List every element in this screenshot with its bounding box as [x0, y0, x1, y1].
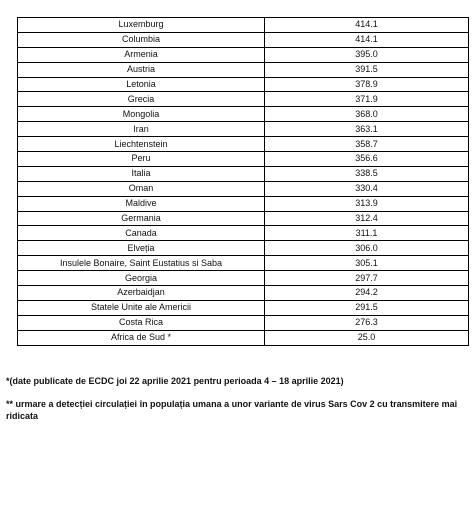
country-cell: Letonia	[18, 77, 265, 92]
country-cell: Elveția	[18, 241, 265, 256]
value-cell: 368.0	[265, 107, 469, 122]
value-cell: 291.5	[265, 300, 469, 315]
table-row	[18, 166, 469, 181]
value-cell: 25.0	[265, 330, 469, 345]
variants-footnote: ** urmare a detecției circulației în populația umana a unor variante de virus Sars Cov 2 cu transmitere mai ridicata	[6, 399, 458, 421]
table-row	[18, 77, 469, 92]
table-row	[18, 330, 469, 345]
table-row	[18, 256, 469, 271]
value-cell: 306.0	[265, 241, 469, 256]
country-cell: Canada	[18, 226, 265, 241]
table-row	[18, 286, 469, 301]
table-row	[18, 62, 469, 77]
table-body	[18, 18, 469, 346]
country-cell: Luxemburg	[18, 18, 265, 33]
value-cell: 276.3	[265, 315, 469, 330]
table-row	[18, 315, 469, 330]
table-row	[18, 122, 469, 137]
country-cell: Italia	[18, 166, 265, 181]
table-row	[18, 211, 469, 226]
table-row	[18, 137, 469, 152]
value-cell: 358.7	[265, 137, 469, 152]
country-cell: Azerbaidjan	[18, 286, 265, 301]
country-cell: Liechtenstein	[18, 137, 265, 152]
country-cell: Columbia	[18, 32, 265, 47]
value-cell: 305.1	[265, 256, 469, 271]
country-cell: Costa Rica	[18, 315, 265, 330]
value-cell: 312.4	[265, 211, 469, 226]
table-row	[18, 181, 469, 196]
table-row	[18, 226, 469, 241]
country-cell: Insulele Bonaire, Saint Eustatius si Saba	[18, 256, 265, 271]
value-cell: 371.9	[265, 92, 469, 107]
country-cell: Oman	[18, 181, 265, 196]
table-row	[18, 241, 469, 256]
value-cell: 338.5	[265, 166, 469, 181]
country-cell: Iran	[18, 122, 265, 137]
value-cell: 297.7	[265, 271, 469, 286]
country-cell: Grecia	[18, 92, 265, 107]
value-cell: 294.2	[265, 286, 469, 301]
value-cell: 414.1	[265, 32, 469, 47]
country-cell: Mongolia	[18, 107, 265, 122]
table-row	[18, 271, 469, 286]
value-cell: 311.1	[265, 226, 469, 241]
table-row	[18, 196, 469, 211]
country-cell: Georgia	[18, 271, 265, 286]
country-cell: Armenia	[18, 47, 265, 62]
value-cell: 395.0	[265, 47, 469, 62]
value-cell: 313.9	[265, 196, 469, 211]
value-cell: 378.9	[265, 77, 469, 92]
table-row	[18, 18, 469, 33]
country-cell: Peru	[18, 152, 265, 167]
table-row	[18, 300, 469, 315]
value-cell: 356.6	[265, 152, 469, 167]
table-row	[18, 32, 469, 47]
value-cell: 363.1	[265, 122, 469, 137]
footnotes	[6, 375, 470, 433]
country-cell: Maldive	[18, 196, 265, 211]
country-incidence-table	[17, 17, 469, 346]
table-row	[18, 47, 469, 62]
source-footnote: *(date publicate de ECDC joi 22 aprilie 2021 pentru perioada 4 – 18 aprilie 2021)	[6, 376, 344, 386]
country-cell: Austria	[18, 62, 265, 77]
value-cell: 414.1	[265, 18, 469, 33]
country-cell: Statele Unite ale Americii	[18, 300, 265, 315]
country-cell: Germania	[18, 211, 265, 226]
table-row	[18, 107, 469, 122]
value-cell: 330.4	[265, 181, 469, 196]
value-cell: 391.5	[265, 62, 469, 77]
table-row	[18, 152, 469, 167]
country-cell: Africa de Sud *	[18, 330, 265, 345]
table-row	[18, 92, 469, 107]
